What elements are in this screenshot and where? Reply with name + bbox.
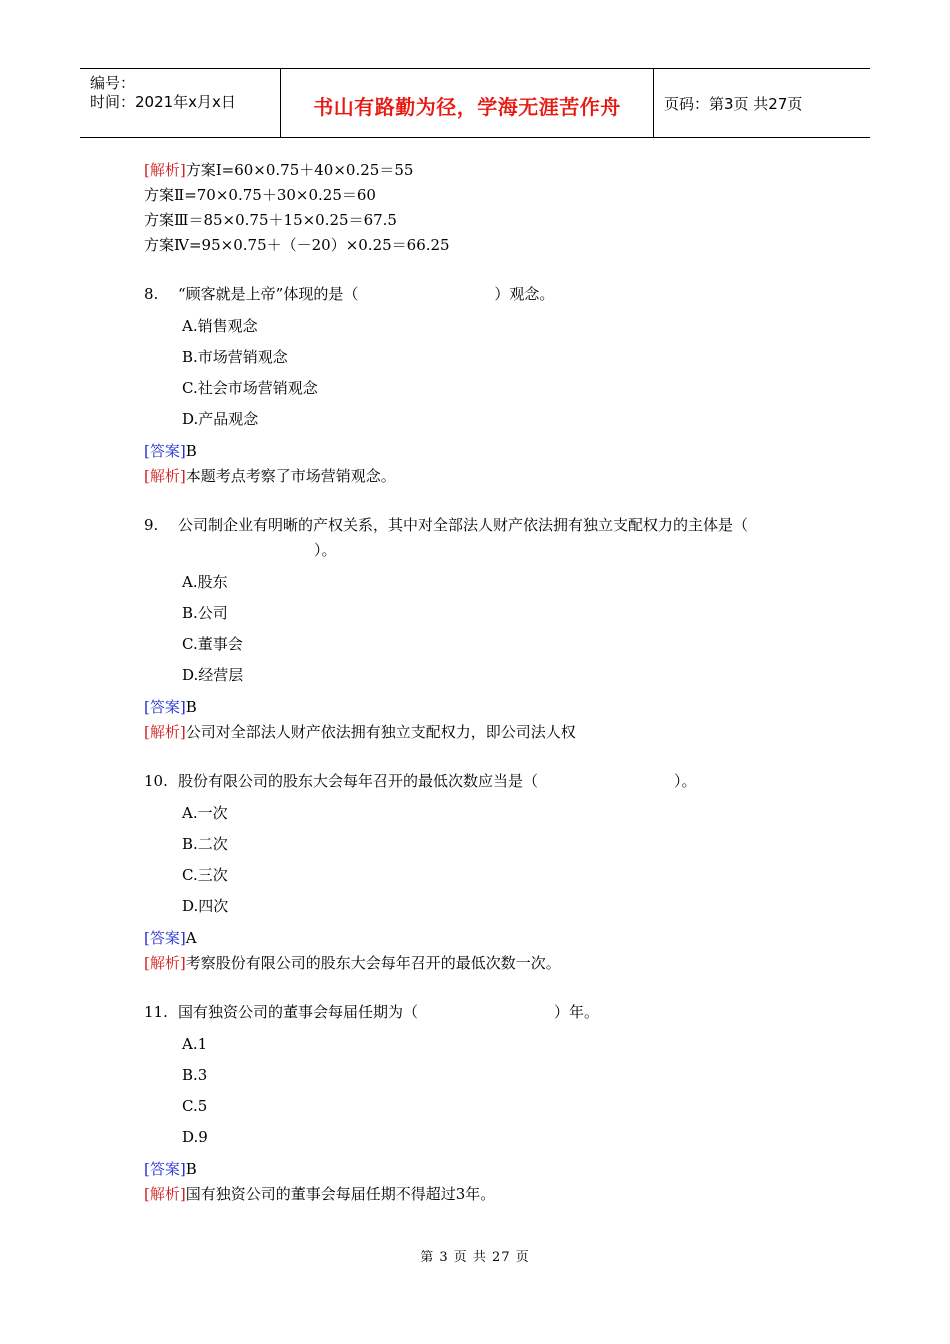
option-list <box>144 567 834 691</box>
analysis-tag: [解析] <box>144 1185 186 1203</box>
motto: 书山有路勤为径，学海无涯苦作舟 <box>313 94 621 119</box>
question-number: 9. <box>144 516 159 534</box>
option-item: C.社会市场营销观念 <box>182 379 318 397</box>
question-block <box>144 769 834 976</box>
option-item: B.二次 <box>182 835 228 853</box>
answer-line <box>144 1157 834 1182</box>
option-item: B.3 <box>182 1066 208 1084</box>
analysis-line <box>144 158 834 183</box>
answer-line <box>144 439 834 464</box>
question-text-before: 公司制企业有明晰的产权关系，其中对全部法人财产依法拥有独立支配权力的主体是（ <box>178 516 749 534</box>
option-list <box>144 311 834 435</box>
question-text-before: 国有独资公司的董事会每届任期为（ <box>178 1003 419 1021</box>
header-meta <box>80 69 280 137</box>
answer-line <box>144 926 834 951</box>
question-number: 10. <box>144 772 168 790</box>
option-item: C.三次 <box>182 866 228 884</box>
question-text <box>178 1000 834 1025</box>
question-text-after: ）。 <box>314 541 337 559</box>
analysis-text: 方案Ⅰ=60×0.75＋40×0.25＝55 <box>185 161 414 179</box>
answer-value: A <box>185 929 197 947</box>
question-number: 8. <box>144 285 159 303</box>
answer-tag: [答案] <box>144 929 186 947</box>
option-item: A.1 <box>182 1035 208 1053</box>
answer-value: B <box>185 442 197 460</box>
analysis-text: 本题考点考察了市场营销观念。 <box>185 467 396 485</box>
option-item: A.销售观念 <box>182 317 258 335</box>
option-item: D.经营层 <box>182 666 244 684</box>
option-item: B.市场营销观念 <box>182 348 288 366</box>
question-block <box>144 282 834 489</box>
intro-analysis <box>144 158 834 258</box>
date-label: 时间：2021年x月x日 <box>90 93 236 111</box>
question-text <box>178 513 834 563</box>
analysis-line <box>144 464 834 489</box>
question-stem <box>144 513 834 563</box>
analysis-line: 方案Ⅱ=70×0.75＋30×0.25＝60 <box>144 186 376 204</box>
question-list <box>144 282 834 1207</box>
option-item: B.公司 <box>182 604 228 622</box>
serial-label: 编号： <box>90 74 136 92</box>
analysis-line <box>144 720 834 745</box>
page-header <box>80 68 870 138</box>
answer-tag: [答案] <box>144 698 186 716</box>
question-text-after: ）年。 <box>554 1003 600 1021</box>
page-indicator: 页码：第3页 共27页 <box>664 94 803 113</box>
answer-tag: [答案] <box>144 442 186 460</box>
analysis-line: 方案Ⅲ＝85×0.75＋15×0.25＝67.5 <box>144 211 397 229</box>
question-text-before: “顾客就是上帝”体现的是（ <box>178 285 359 303</box>
question-text-after: ）。 <box>674 772 697 790</box>
question-stem <box>144 282 834 307</box>
question-block <box>144 1000 834 1207</box>
question-stem <box>144 1000 834 1025</box>
analysis-text: 国有独资公司的董事会每届任期不得超过3年。 <box>185 1185 496 1203</box>
question-text-after: ）观念。 <box>494 285 555 303</box>
option-list <box>144 798 834 922</box>
answer-value: B <box>185 1160 197 1178</box>
option-item: A.一次 <box>182 804 228 822</box>
analysis-tag: [解析] <box>144 161 186 179</box>
option-item: D.9 <box>182 1128 208 1146</box>
analysis-tag: [解析] <box>144 954 186 972</box>
answer-value: B <box>185 698 197 716</box>
document-body <box>144 158 834 1207</box>
analysis-text: 公司对全部法人财产依法拥有独立支配权力，即公司法人权 <box>185 723 576 741</box>
option-item: C.董事会 <box>182 635 243 653</box>
option-item: A.股东 <box>182 573 228 591</box>
analysis-tag: [解析] <box>144 467 186 485</box>
answer-line <box>144 695 834 720</box>
analysis-line: 方案Ⅳ=95×0.75＋（－20）×0.25＝66.25 <box>144 236 450 254</box>
question-text-before: 股份有限公司的股东大会每年召开的最低次数应当是（ <box>178 772 539 790</box>
option-list <box>144 1029 834 1153</box>
question-number: 11. <box>144 1003 168 1021</box>
answer-tag: [答案] <box>144 1160 186 1178</box>
header-motto-cell <box>280 69 654 137</box>
question-text <box>178 769 834 794</box>
page-footer: 第 3 页 共 27 页 <box>420 1250 530 1265</box>
question-text <box>178 282 834 307</box>
question-stem <box>144 769 834 794</box>
analysis-text: 考察股份有限公司的股东大会每年召开的最低次数一次。 <box>185 954 561 972</box>
analysis-line <box>144 1182 834 1207</box>
analysis-tag: [解析] <box>144 723 186 741</box>
question-block <box>144 513 834 745</box>
analysis-line <box>144 951 834 976</box>
option-item: C.5 <box>182 1097 208 1115</box>
option-item: D.四次 <box>182 897 229 915</box>
option-item: D.产品观念 <box>182 410 259 428</box>
